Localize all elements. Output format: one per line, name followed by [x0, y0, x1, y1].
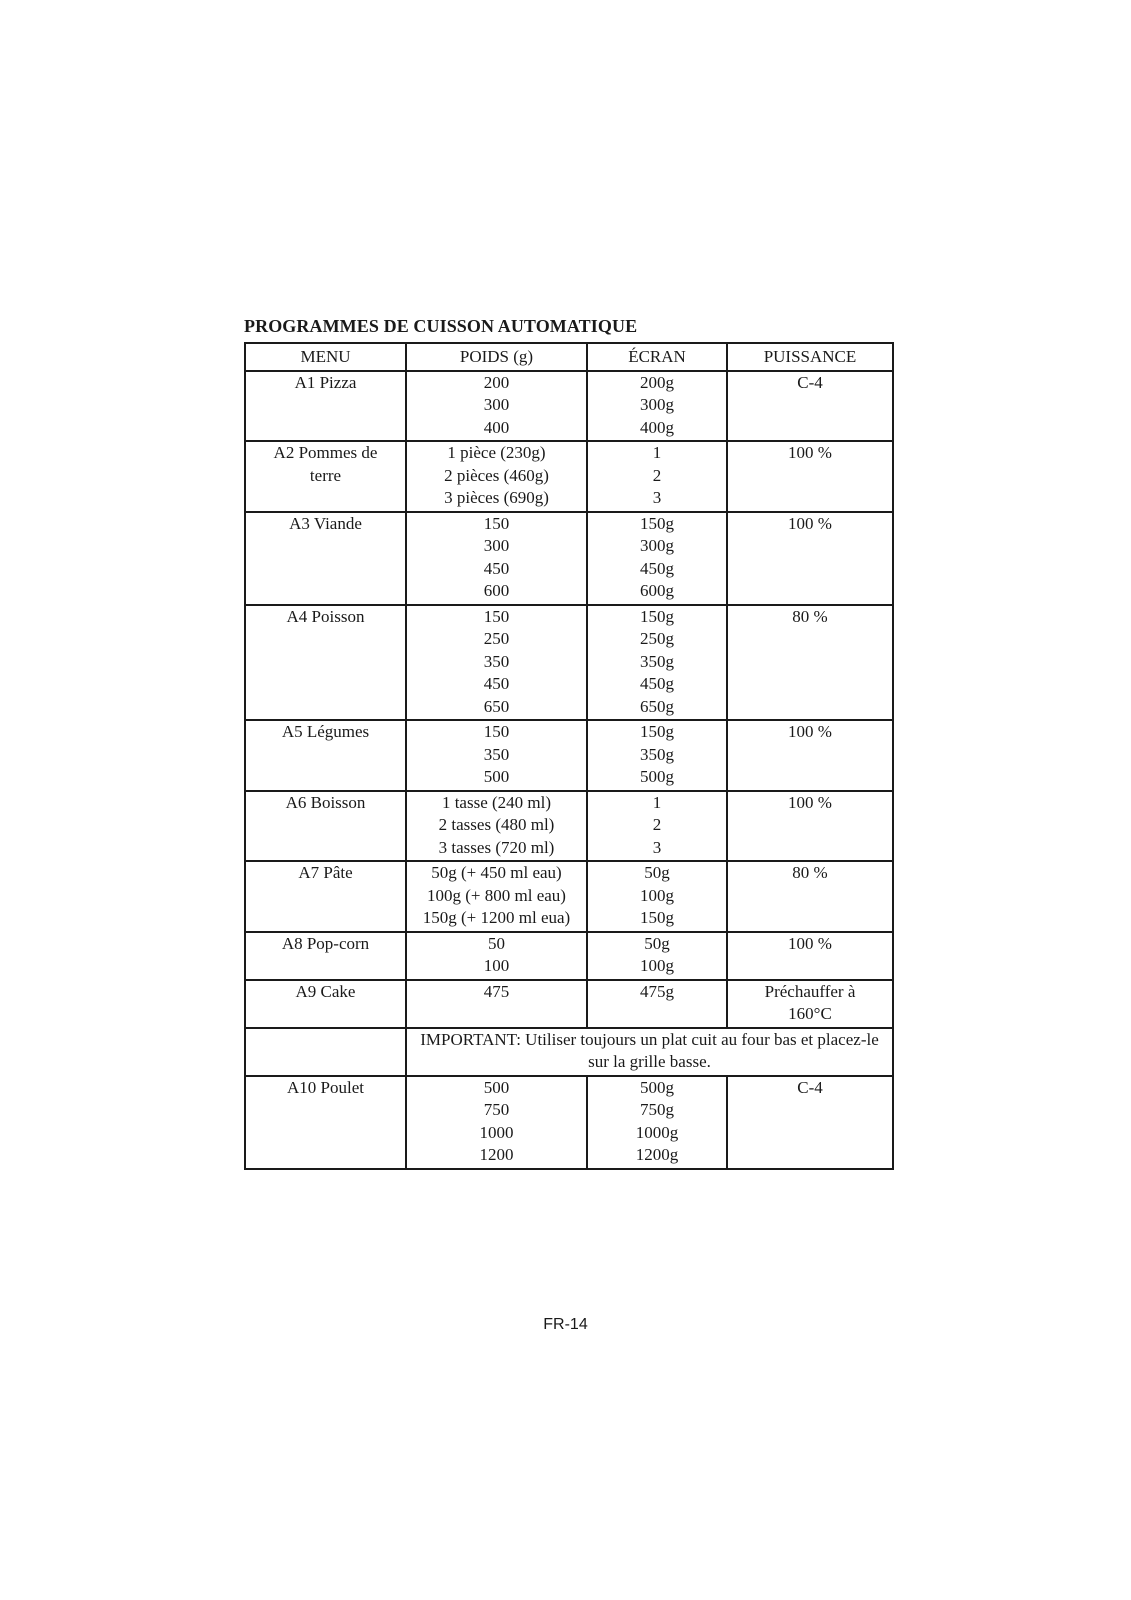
cell-poids: [406, 720, 587, 791]
cell-menu-line: A1 Pizza: [294, 372, 357, 392]
cell-ecran-line: 3: [652, 488, 662, 507]
cell-menu-line: A4 Poisson: [286, 606, 365, 626]
cell-poids-line: 400: [483, 417, 510, 437]
cell-poids-line: 1 tasse (240 ml): [441, 792, 552, 812]
cell-puissance-line: 100 %: [788, 722, 832, 741]
cell-puissance: [727, 441, 893, 512]
cell-poids: [406, 371, 587, 442]
cell-menu-empty: [245, 1028, 406, 1076]
cell-poids-line: 100g (+ 800 ml eau): [427, 885, 566, 905]
cell-poids-line: 50: [488, 933, 505, 953]
cell-ecran-line: 150g: [640, 513, 674, 533]
cell-menu-line: A3 Viande: [289, 513, 362, 533]
cell-poids: [406, 605, 587, 721]
cell-puissance: [727, 512, 893, 605]
cell-ecran-line: 2: [652, 815, 662, 834]
cell-poids-line: 750: [483, 1100, 510, 1119]
cell-ecran-line: 750g: [640, 1100, 674, 1119]
cell-ecran-line: 1: [652, 792, 662, 812]
cell-ecran-line: 650g: [640, 696, 674, 716]
cell-ecran-line: 300g: [640, 395, 674, 414]
cell-poids-line: 50g (+ 450 ml eau): [431, 863, 562, 882]
cell-puissance: [727, 932, 893, 980]
cell-poids-line: 475: [483, 981, 510, 1001]
cell-puissance: [727, 720, 893, 791]
cell-poids-line: 100: [483, 956, 510, 975]
cell-ecran-line: 350g: [640, 651, 674, 671]
cell-menu-line: A9 Cake: [295, 981, 356, 1001]
cell-poids-line: 350: [483, 651, 510, 671]
cell-ecran-line: 350g: [640, 744, 674, 764]
cell-menu-line: A8 Pop-corn: [281, 933, 370, 953]
cell-poids-line: 3 tasses (720 ml): [438, 837, 555, 857]
cell-puissance: [727, 791, 893, 862]
cell-poids-line: 150g (+ 1200 ml eua): [422, 908, 571, 927]
cell-poids-line: 600: [483, 581, 510, 600]
cell-ecran: [587, 720, 727, 791]
cell-ecran-line: 150g: [640, 606, 674, 626]
cell-ecran-line: 475g: [640, 981, 674, 1001]
header-ecran: ÉCRAN: [587, 343, 727, 371]
cell-puissance-line: 100 %: [788, 513, 832, 533]
cell-menu: [245, 605, 406, 721]
cell-puissance-line: 100 %: [788, 443, 832, 462]
cell-menu-line: A6 Boisson: [285, 792, 366, 812]
cell-poids-line: 250: [483, 629, 510, 648]
cell-ecran-line: 450g: [640, 674, 674, 693]
cell-poids-line: 500: [483, 767, 510, 786]
cell-menu: [245, 720, 406, 791]
table-row: [245, 861, 893, 932]
cell-poids-line: 200: [483, 372, 510, 392]
cell-ecran: [587, 980, 727, 1028]
page-number: FR-14: [543, 1316, 588, 1333]
cell-menu-line: A10 Poulet: [287, 1077, 364, 1097]
cell-poids-line: 300: [483, 395, 510, 414]
table-row: [245, 441, 893, 512]
table-header-row: [245, 343, 893, 371]
cell-ecran-line: 500g: [640, 1077, 674, 1097]
cell-ecran-line: 450g: [640, 558, 674, 578]
cell-poids: [406, 791, 587, 862]
cell-ecran-line: 150g: [640, 722, 674, 741]
cell-menu: [245, 441, 406, 512]
header-puissance: PUISSANCE: [727, 343, 893, 371]
cell-poids-line: 350: [483, 744, 510, 764]
cell-menu-line: A7 Pâte: [298, 863, 353, 882]
cell-puissance: [727, 861, 893, 932]
cell-ecran: [587, 932, 727, 980]
cell-ecran: [587, 512, 727, 605]
cell-poids-line: 500: [483, 1077, 510, 1097]
cell-menu: [245, 980, 406, 1028]
cell-poids: [406, 861, 587, 932]
cell-ecran-line: 250g: [640, 629, 674, 648]
cell-poids-line: 150: [483, 722, 510, 741]
cell-ecran: [587, 371, 727, 442]
cell-ecran: [587, 791, 727, 862]
cell-ecran-line: 100g: [640, 956, 674, 975]
cell-ecran: [587, 605, 727, 721]
cell-puissance-line: 160°C: [788, 1004, 832, 1023]
cell-menu: [245, 512, 406, 605]
cell-ecran-line: 600g: [640, 581, 674, 600]
cell-poids-line: 2 tasses (480 ml): [438, 815, 555, 834]
cell-ecran-line: 400g: [640, 417, 674, 437]
table-row: [245, 605, 893, 721]
table-row-note: [245, 1028, 893, 1076]
table-row: [245, 980, 893, 1028]
cell-ecran-line: 50g: [644, 863, 670, 882]
cell-poids: [406, 441, 587, 512]
page-title: PROGRAMMES DE CUISSON AUTOMATIQUE: [244, 316, 638, 336]
cell-ecran-line: 50g: [644, 933, 670, 953]
cell-puissance-line: C-4: [797, 1077, 823, 1097]
cell-ecran-line: 3: [652, 837, 662, 857]
cell-ecran-line: 150g: [640, 908, 674, 927]
cell-puissance: [727, 605, 893, 721]
cell-puissance: [727, 1076, 893, 1169]
cell-poids: [406, 980, 587, 1028]
cell-poids-line: 450: [483, 674, 510, 693]
cell-poids-line: 1200: [479, 1145, 514, 1164]
important-note: IMPORTANT: Utiliser toujours un plat cuit au four bas et placez-le sur la grille basse.: [406, 1028, 893, 1076]
cell-poids: [406, 1076, 587, 1169]
cell-puissance-line: 100 %: [788, 933, 832, 953]
cell-puissance-line: 100 %: [788, 792, 832, 812]
cell-ecran-line: 100g: [640, 885, 674, 905]
cell-menu: [245, 932, 406, 980]
cell-poids-line: 300: [483, 536, 510, 555]
cell-menu-line: A2 Pommes de: [273, 443, 378, 462]
cell-poids-line: 3 pièces (690g): [444, 488, 549, 507]
cell-ecran: [587, 861, 727, 932]
cell-puissance: [727, 980, 893, 1028]
cell-ecran-line: 1000g: [635, 1122, 679, 1142]
cell-ecran: [587, 1076, 727, 1169]
header-menu: MENU: [245, 343, 406, 371]
table-row: [245, 371, 893, 442]
cell-menu-line: A5 Légumes: [281, 722, 370, 741]
cell-puissance-line: 80 %: [792, 606, 828, 626]
cell-ecran-line: 1200g: [635, 1145, 679, 1164]
cell-poids-line: 150: [483, 606, 510, 626]
table-row: [245, 512, 893, 605]
header-poids: POIDS (g): [406, 343, 587, 371]
cell-menu: [245, 791, 406, 862]
cell-poids-line: 1 pièce (230g): [447, 443, 546, 462]
cell-ecran-line: 1: [652, 443, 662, 462]
cell-menu: [245, 861, 406, 932]
cell-poids: [406, 932, 587, 980]
table-body: [245, 371, 893, 1169]
table-row: [245, 720, 893, 791]
cell-poids: [406, 512, 587, 605]
cell-poids-line: 650: [483, 696, 510, 716]
table-row: [245, 1076, 893, 1169]
cell-puissance-line: 80 %: [792, 863, 828, 882]
cell-ecran-line: 500g: [640, 767, 674, 786]
cell-menu-line: terre: [309, 465, 342, 485]
cell-poids-line: 150: [483, 513, 510, 533]
auto-cooking-table: [244, 342, 894, 1170]
cell-menu: [245, 371, 406, 442]
cell-poids-line: 2 pièces (460g): [444, 465, 549, 485]
cell-ecran-line: 300g: [640, 536, 674, 555]
cell-ecran-line: 200g: [640, 372, 674, 392]
cell-ecran-line: 2: [652, 465, 662, 485]
cell-poids-line: 1000: [479, 1122, 514, 1142]
table-row: [245, 932, 893, 980]
cell-ecran: [587, 441, 727, 512]
cell-puissance-line: C-4: [797, 372, 823, 392]
cell-menu: [245, 1076, 406, 1169]
cell-puissance: [727, 371, 893, 442]
cell-poids-line: 450: [483, 558, 510, 578]
table-row: [245, 791, 893, 862]
cell-puissance-line: Préchauffer à: [764, 981, 856, 1001]
